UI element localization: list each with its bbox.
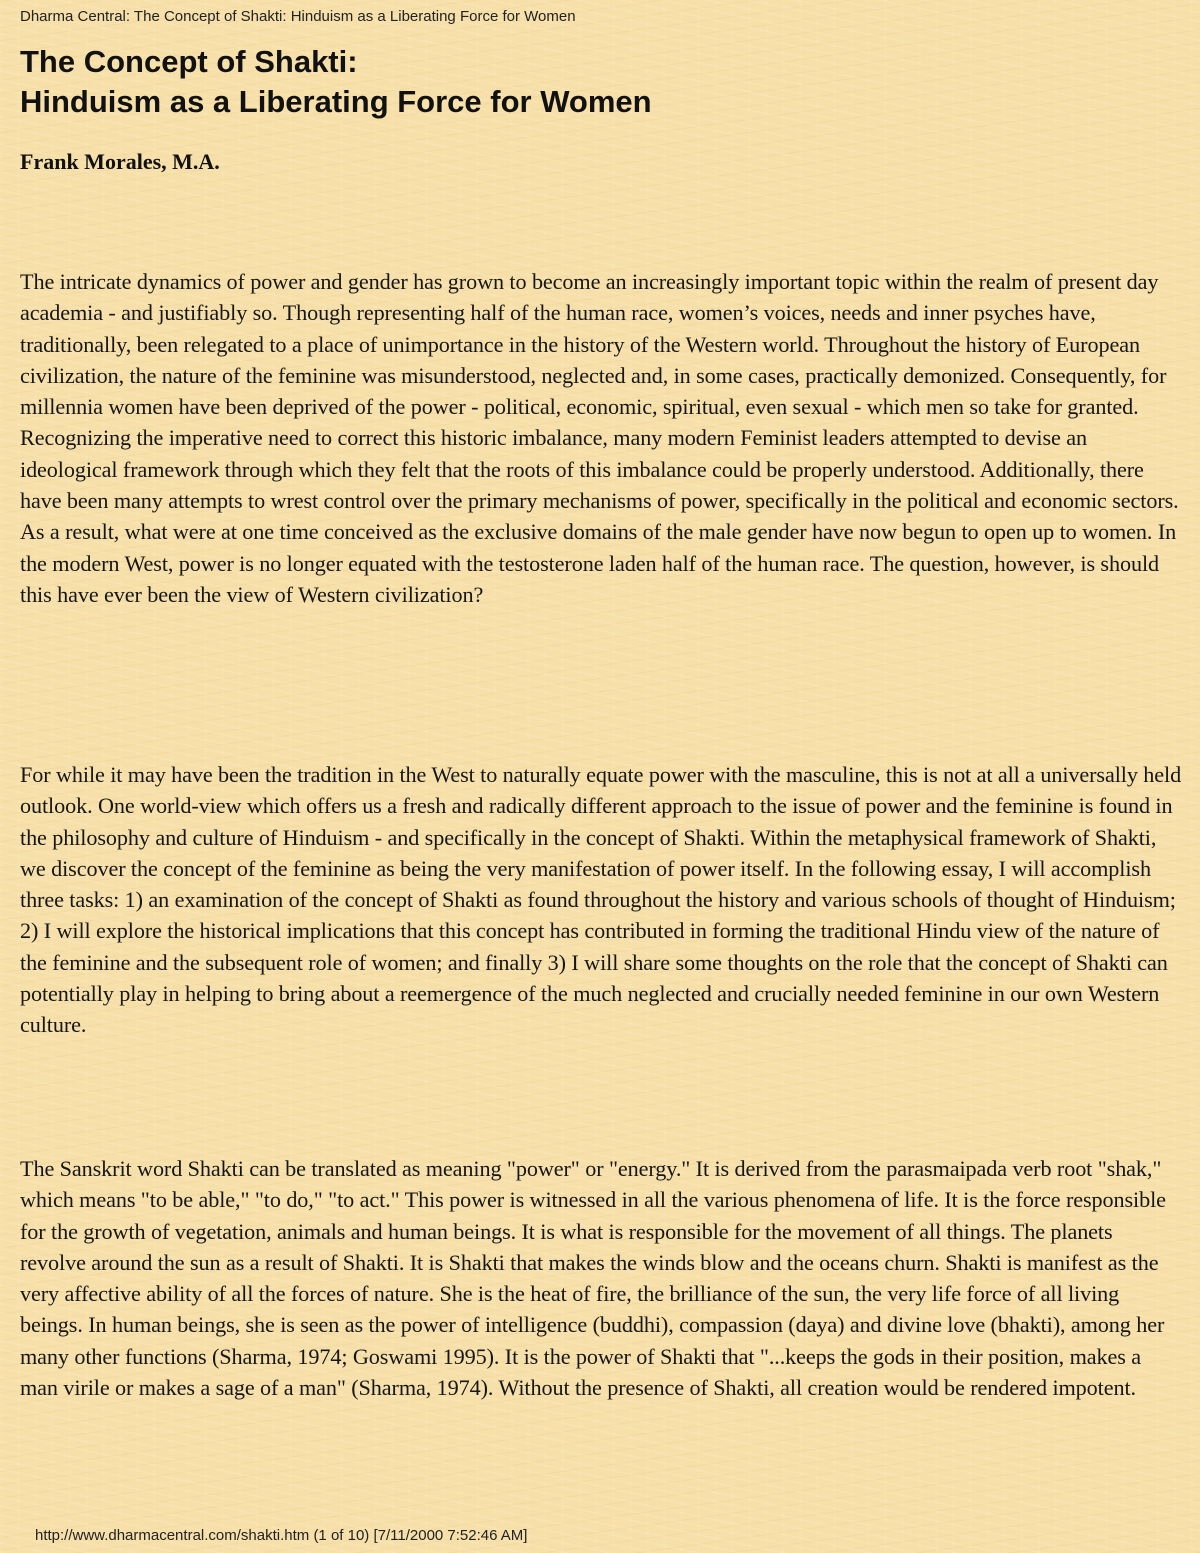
print-footer: http://www.dharmacentral.com/shakti.htm (1 of 10) [7/11/2000 7:52:46 AM] bbox=[35, 1527, 528, 1544]
author-byline: Frank Morales, M.A. bbox=[20, 149, 220, 174]
article-title bbox=[20, 42, 652, 122]
print-header: Dharma Central: The Concept of Shakti: Hinduism as a Liberating Force for Women bbox=[20, 8, 576, 25]
paragraph: For while it may have been the tradition in the West to naturally equate power with the masculine, this is not at all a universally held outlook. One world-view which offers us a fresh and radically different approach to the issue of power and the feminine is found in the philosophy and culture of Hinduism - and specifically in the concept of Shakti. Within the metaphysical framework of Shakti, we discover the concept of the feminine as being the very manifestation of power itself. In the following essay, I will accomplish three tasks: 1) an examination of the concept of Shakti as found throughout the history and various schools of thought of Hinduism; 2) I will explore the historical implications that this concept has contributed in forming the traditional Hindu view of the nature of the feminine and the subsequent role of women; and finally 3) I will share some thoughts on the role that the concept of Shakti can potentially play in helping to bring about a reemergence of the much neglected and crucially needed feminine in our own Western culture. bbox=[20, 762, 1182, 1038]
paragraph: The intricate dynamics of power and gender has grown to become an increasingly important topic within the realm of present day academia - and justifiably so. Though representing half of the human race, women’s voices, needs and inner psyches have, traditionally, been relegated to a place of unimportance in the history of the Western world. Throughout the history of European civilization, the nature of the feminine was misunderstood, neglected and, in some cases, practically demonized. Consequently, for millennia women have been deprived of the power - political, economic, spiritual, even sexual - which men so take for granted. Recognizing the imperative need to correct this historic imbalance, many modern Feminist leaders attempted to devise an ideological framework through which they felt that the roots of this imbalance could be properly understood. Additionally, there have been many attempts to wrest control over the primary mechanisms of power, specifically in the political and economic sectors. As a result, what were at one time conceived as the exclusive domains of the male gender have now begun to open up to women. In the modern West, power is no longer equated with the testosterone laden half of the human race. The question, however, is should this have ever been the view of Western civilization? bbox=[20, 269, 1179, 607]
paragraph: The Sanskrit word Shakti can be translated as meaning "power" or "energy." It is derived from the parasmaipada verb root "shak," which means "to be able," "to do," "to act." This power is witnessed in all the various phenomena of life. It is the force responsible for the growth of vegetation, animals and human beings. It is what is responsible for the movement of all things. The planets revolve around the sun as a result of Shakti. It is Shakti that makes the winds blow and the oceans churn. Shakti is manifest as the very affective ability of all the forces of nature. She is the heat of fire, the brilliance of the sun, the very life force of all living beings. In human beings, she is seen as the power of intelligence (buddhi), compassion (daya) and divine love (bhakti), among her many other functions (Sharma, 1974; Goswami 1995). It is the power of Shakti that "...keeps the gods in their position, makes a man virile or makes a sage of a man" (Sharma, 1974). Without the presence of Shakti, all creation would be rendered impotent. bbox=[20, 1156, 1166, 1401]
title-line-2: Hinduism as a Liberating Force for Women bbox=[20, 84, 652, 119]
title-line-1: The Concept of Shakti: bbox=[20, 44, 358, 79]
